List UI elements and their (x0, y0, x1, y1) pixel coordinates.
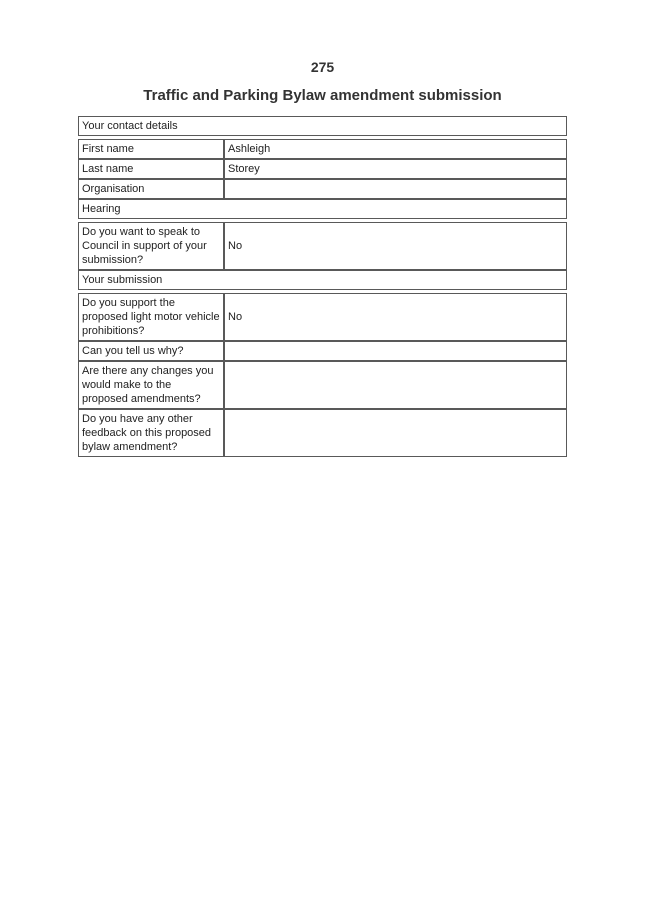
form-section (78, 139, 567, 219)
section-header-row (78, 199, 567, 219)
form-section (78, 116, 567, 136)
field-label: Organisation (78, 179, 224, 199)
field-row (78, 222, 567, 270)
submission-form-table (78, 116, 567, 457)
section-header-label: Hearing (78, 199, 567, 219)
field-value (224, 409, 567, 457)
field-value: Storey (224, 159, 567, 179)
field-value: Ashleigh (224, 139, 567, 159)
field-value: No (224, 222, 567, 270)
field-value (224, 361, 567, 409)
form-section (78, 222, 567, 290)
field-row (78, 293, 567, 341)
field-value: No (224, 293, 567, 341)
field-row (78, 179, 567, 199)
section-header-label: Your contact details (78, 116, 567, 136)
field-label: Last name (78, 159, 224, 179)
field-label: Do you have any other feedback on this proposed bylaw amendment? (78, 409, 224, 457)
field-row (78, 341, 567, 361)
form-section (78, 293, 567, 457)
field-value (224, 341, 567, 361)
field-row (78, 361, 567, 409)
field-label: Are there any changes you would make to the proposed amendments? (78, 361, 224, 409)
field-label: First name (78, 139, 224, 159)
field-row (78, 139, 567, 159)
field-label: Do you want to speak to Council in support of your submission? (78, 222, 224, 270)
field-row (78, 409, 567, 457)
field-value (224, 179, 567, 199)
section-header-label: Your submission (78, 270, 567, 290)
field-label: Do you support the proposed light motor vehicle prohibitions? (78, 293, 224, 341)
page-title: Traffic and Parking Bylaw amendment submission (143, 87, 502, 104)
page-number: 275 (310, 59, 335, 75)
section-header-row (78, 270, 567, 290)
field-label: Can you tell us why? (78, 341, 224, 361)
section-header-row (78, 116, 567, 136)
field-row (78, 159, 567, 179)
